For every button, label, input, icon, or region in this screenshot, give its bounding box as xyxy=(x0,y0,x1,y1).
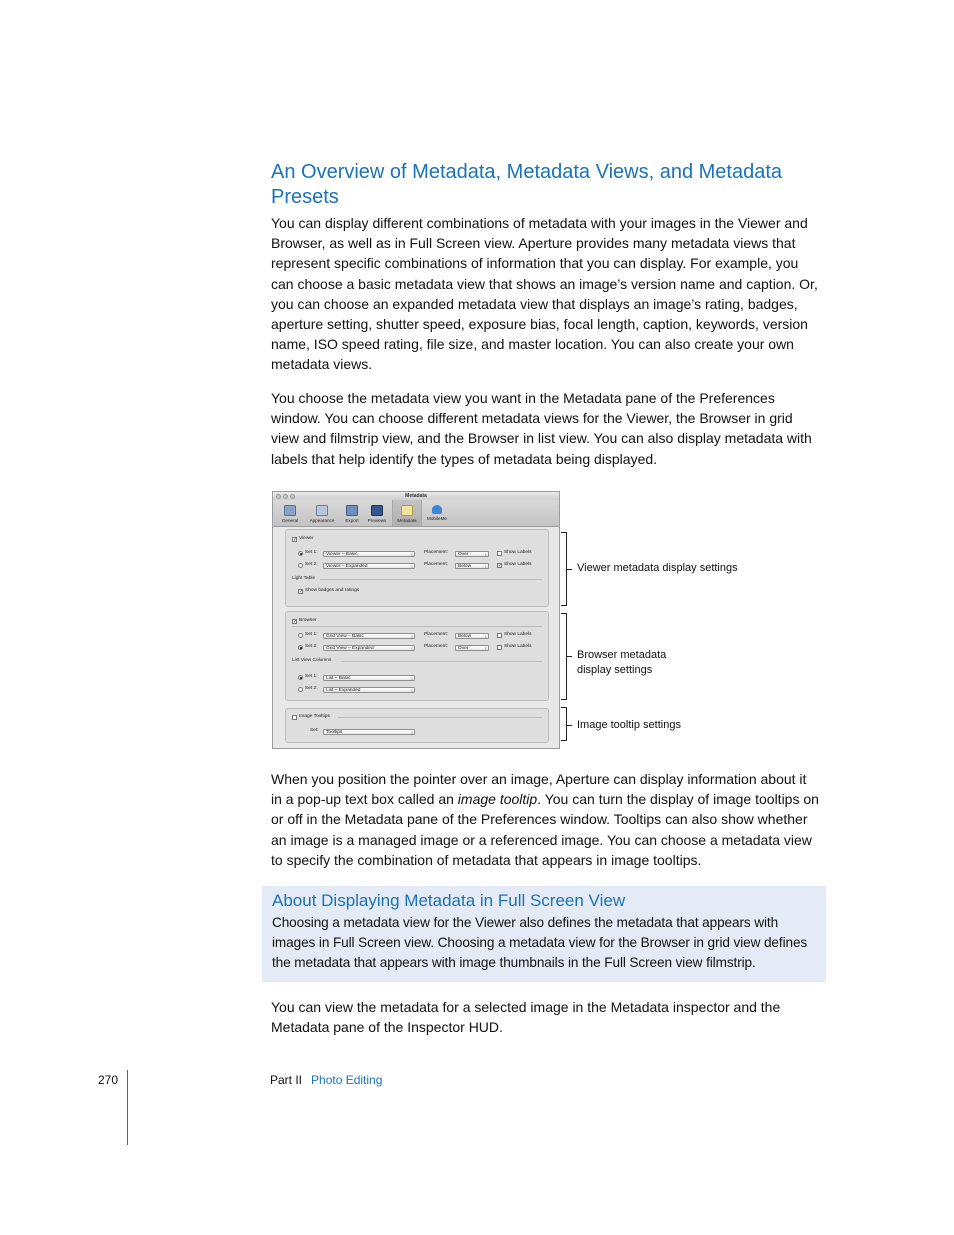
image-tooltips-checkbox[interactable] xyxy=(292,715,297,720)
viewer-set1-show-labels: Show Labels xyxy=(504,550,532,555)
previews-icon xyxy=(371,505,383,516)
viewer-set2-popup[interactable]: Viewer – Expanded ↕ xyxy=(323,563,415,569)
viewer-set1-placement-popup[interactable]: Over ↕ xyxy=(455,551,489,557)
tab-appearance[interactable]: Appearance xyxy=(304,500,340,526)
list-set2-label: Set 2: xyxy=(305,686,318,691)
tooltips-divider xyxy=(338,717,542,718)
viewer-callout-tick xyxy=(567,569,572,570)
list-set1-label: Set 1: xyxy=(305,674,318,679)
browser-checkbox[interactable]: ✓ xyxy=(293,619,298,625)
page-number: 270 xyxy=(98,1073,119,1087)
viewer-callout-label: Viewer metadata display settings xyxy=(577,562,738,574)
tab-mobileme[interactable]: MobileMe xyxy=(423,500,451,526)
tooltip-callout-bracket xyxy=(561,707,567,741)
image-tooltips-label: Image Tooltips xyxy=(299,714,330,719)
metadata-icon xyxy=(401,505,413,516)
viewer-set2-placement-label: Placement: xyxy=(424,562,448,567)
browser-set2-placement-popup[interactable]: Over ↕ xyxy=(455,645,489,651)
browser-set1-popup[interactable]: Grid View – Basic ↕ xyxy=(323,633,415,639)
badges-checkbox[interactable]: ✓ xyxy=(299,589,304,595)
browser-callout-label: Browser metadata display settings xyxy=(577,649,667,676)
browser-set2-placement-label: Placement: xyxy=(424,644,448,649)
tooltips-settings-group xyxy=(285,708,549,743)
browser-callout-tick xyxy=(567,656,572,657)
viewer-set1-label: Set 1: xyxy=(305,550,318,555)
light-table-label: Light Table xyxy=(292,576,316,581)
viewer-set1-show-labels-checkbox[interactable] xyxy=(497,551,502,556)
browser-set2-radio[interactable] xyxy=(298,645,303,650)
list-view-columns-label: List View Columns xyxy=(292,658,332,663)
viewer-set2-show-labels-checkbox[interactable]: ✓ xyxy=(498,563,503,569)
tooltips-set-popup[interactable]: Tooltips ↕ xyxy=(323,729,415,735)
window-title: Metadata xyxy=(405,492,427,499)
viewer-checkbox[interactable]: ✓ xyxy=(293,537,298,543)
image-tooltip-term: image tooltip xyxy=(457,791,538,808)
browser-set2-popup[interactable]: Grid View – Expanded ↕ xyxy=(323,645,415,651)
viewer-label: Viewer xyxy=(299,536,314,541)
sidebar-heading: About Displaying Metadata in Full Screen View xyxy=(272,891,626,910)
tooltip-paragraph: When you position the pointer over an image, Aperture can display information about it in a pop-up text box called an image tooltip. You can turn the display of image tooltips on or off in the Metadata pane of the Preferences window. Tooltips can also show whether an image is a managed image or a referenced image. You can choose a metadata view to specify the combination of metadata that appears in image tooltips. xyxy=(271,771,819,868)
viewer-set2-radio[interactable] xyxy=(298,563,303,568)
preferences-paragraph: You choose the metadata view you want in the Metadata pane of the Preferences window. You can choose different metadata views for the Viewer, the Browser in grid view and filmstrip view, and the Browser in list view. You can also display metadata with labels that help identify the types of metadata being displayed. xyxy=(271,390,812,467)
metadata-preferences-window xyxy=(272,491,560,749)
footer-section xyxy=(270,1073,382,1087)
viewer-set1-popup[interactable]: Viewer – Basic ↕ xyxy=(323,551,415,557)
export-icon xyxy=(346,505,358,516)
browser-set2-show-labels-checkbox[interactable] xyxy=(497,645,502,650)
list-set2-radio[interactable] xyxy=(298,687,303,692)
badges-label: Show badges and ratings xyxy=(305,588,360,593)
section-heading: An Overview of Metadata, Metadata Views, and Metadata Presets xyxy=(271,161,783,208)
browser-set2-show-labels: Show Labels xyxy=(504,644,532,649)
browser-set1-placement-label: Placement: xyxy=(424,632,448,637)
browser-set1-label: Set 1: xyxy=(305,632,318,637)
tooltip-callout-label: Image tooltip settings xyxy=(577,719,681,731)
preferences-toolbar xyxy=(273,500,559,527)
list-set2-popup[interactable]: List – Expanded ↕ xyxy=(323,687,415,693)
sidebar-body: Choosing a metadata view for the Viewer also defines the metadata that appears with images in Full Screen view. Choosing a metadata view for the Browser in grid view defines the metadata that appears with image thumbnails in the Full Screen view filmstrip. xyxy=(272,915,808,970)
intro-paragraph: You can display different combinations of metadata with your images in the Viewer and Browser, as well as in Full Screen view. Aperture provides many metadata views that represent specific combinations of information that you can display. For example, you can choose a basic metadata view that shows an image’s version name and caption. Or, you can choose an expanded metadata view that displays an image’s rating, badges, aperture setting, shutter speed, exposure bias, focal length, caption, keywords, version name, ISO speed rating, file size, and master location. You can also create your own metadata views. xyxy=(271,215,818,373)
browser-set1-placement-popup[interactable]: Below ↕ xyxy=(455,633,489,639)
viewer-set1-placement-label: Placement: xyxy=(424,550,448,555)
footer-section-link[interactable]: Photo Editing xyxy=(311,1073,383,1087)
viewer-settings-group xyxy=(285,529,549,607)
tab-metadata[interactable]: Metadata xyxy=(392,500,422,526)
footer-rule xyxy=(127,1070,128,1145)
list-set1-radio[interactable] xyxy=(298,675,303,680)
browser-divider xyxy=(292,626,542,627)
tab-export[interactable]: Export xyxy=(341,500,363,526)
inspector-paragraph: You can view the metadata for a selected image in the Metadata inspector and the Metadata pane of the Inspector HUD. xyxy=(271,999,781,1036)
tooltip-callout-tick xyxy=(567,725,572,726)
list-view-divider xyxy=(341,661,542,662)
browser-set1-show-labels: Show Labels xyxy=(504,632,532,637)
browser-set1-show-labels-checkbox[interactable] xyxy=(497,633,502,638)
tab-previews[interactable]: Previews xyxy=(364,500,390,526)
browser-set2-label: Set 2: xyxy=(305,644,318,649)
light-table-divider xyxy=(320,579,542,580)
list-set1-popup[interactable]: List – Basic ↕ xyxy=(323,675,415,681)
mobileme-cloud-icon xyxy=(432,505,442,514)
tooltips-set-label: Set: xyxy=(310,728,319,733)
tab-general[interactable]: General xyxy=(277,500,303,526)
viewer-set2-show-labels: Show Labels xyxy=(504,562,532,567)
appearance-icon xyxy=(316,505,328,516)
viewer-set2-placement-popup[interactable]: Below ↕ xyxy=(455,563,489,569)
browser-set1-radio[interactable] xyxy=(298,633,303,638)
browser-settings-group xyxy=(285,611,549,701)
viewer-set2-label: Set 2: xyxy=(305,562,318,567)
viewer-set1-radio[interactable] xyxy=(298,551,303,556)
footer-part: Part II xyxy=(270,1073,303,1087)
general-icon xyxy=(284,505,296,516)
browser-label: Browser xyxy=(299,618,317,623)
